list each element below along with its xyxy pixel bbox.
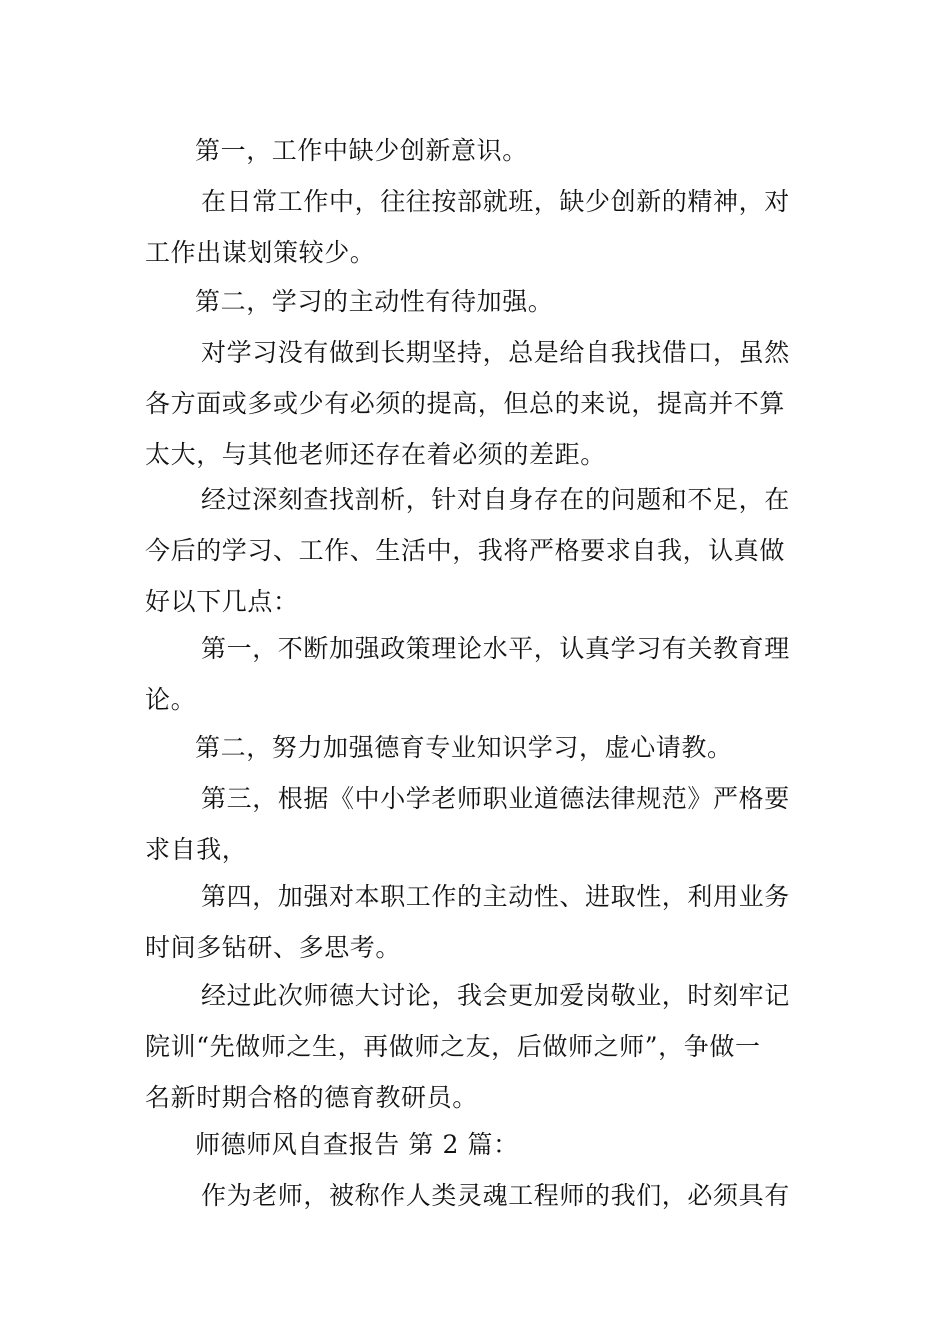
- paragraph-10: [145, 970, 810, 1123]
- paragraph-2: [145, 176, 810, 278]
- text-line: 第二，学习的主动性有待加强。: [195, 287, 554, 316]
- text-line: 名新时期合格的德育教研员。: [145, 1083, 478, 1112]
- text-line: 今后的学习、工作、生活中，我将严格要求自我，认真做: [145, 536, 786, 565]
- text-line: 求自我，: [145, 835, 248, 864]
- paragraph-3: [145, 276, 810, 327]
- paragraph-5: [145, 474, 810, 627]
- text-line: 作为老师，被称作人类灵魂工程师的我们，必须具有: [201, 1181, 790, 1210]
- paragraph-6: [145, 623, 810, 725]
- section-heading: [145, 1119, 810, 1170]
- paragraph-4: [145, 327, 810, 480]
- text-line: 师德师风自查报告 第 2 篇：: [195, 1130, 519, 1159]
- text-line: 工作出谋划策较少。: [145, 238, 376, 267]
- text-line: 第一，工作中缺少创新意识。: [195, 136, 528, 165]
- text-line: 论。: [145, 685, 197, 714]
- paragraph-12: [145, 1170, 810, 1221]
- text-line: 对学习没有做到长期坚持，总是给自我找借口，虽然: [201, 338, 790, 367]
- paragraph-8: [145, 773, 810, 875]
- text-line: 院训“先做师之生，再做师之友，后做师之师”，争做一: [145, 1032, 761, 1061]
- text-line: 时间多钻研、多思考。: [145, 933, 402, 962]
- paragraph-7: [145, 722, 810, 773]
- text-line: 经过此次师德大讨论，我会更加爱岗敬业，时刻牢记: [201, 981, 790, 1010]
- text-line: 在日常工作中，往往按部就班，缺少创新的精神，对: [201, 187, 790, 216]
- text-line: 第四，加强对本职工作的主动性、进取性，利用业务: [201, 882, 790, 911]
- text-line: 太大，与其他老师还存在着必须的差距。: [145, 440, 606, 469]
- paragraph-9: [145, 871, 810, 973]
- text-line: 第二，努力加强德育专业知识学习，虚心请教。: [195, 733, 733, 762]
- text-line: 第一，不断加强政策理论水平，认真学习有关教育理: [201, 634, 790, 663]
- paragraph-1: [145, 125, 810, 176]
- text-line: 经过深刻查找剖析，针对自身存在的问题和不足，在: [201, 485, 790, 514]
- text-line: 各方面或多或少有必须的提高，但总的来说，提高并不算: [145, 389, 786, 418]
- text-line: 好以下几点：: [145, 587, 299, 616]
- text-line: 第三，根据《中小学老师职业道德法律规范》严格要: [201, 784, 790, 813]
